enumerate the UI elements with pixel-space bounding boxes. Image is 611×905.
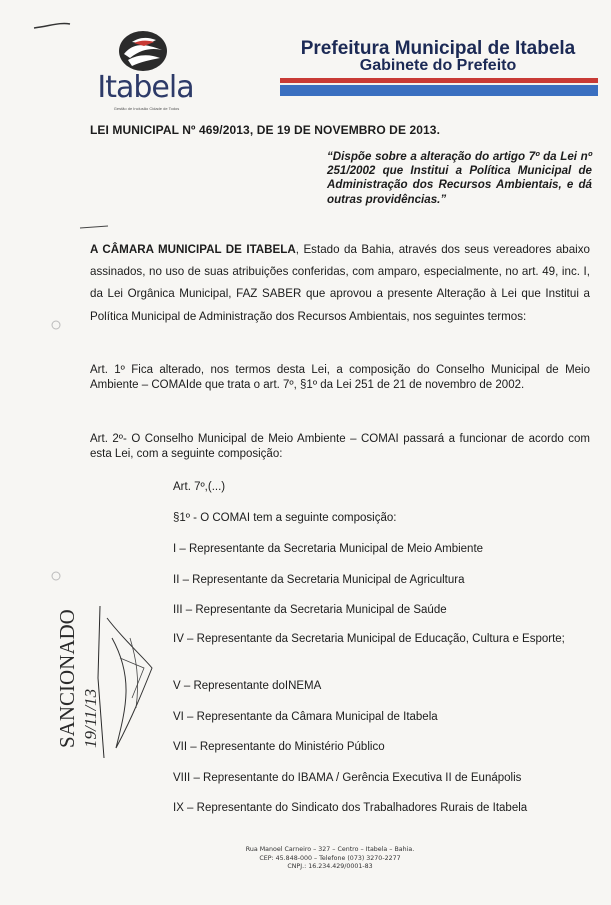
footer-line: CNPJ.: 16.234.429/0001-83 — [287, 863, 373, 871]
header-title: Prefeitura Municipal de Itabela — [300, 38, 576, 59]
intro-chamber-name: A CÂMARA MUNICIPAL DE ITABELA — [90, 243, 296, 256]
stamp-text: SANCIONADO — [55, 609, 79, 748]
logo-name: Itabela — [97, 70, 194, 105]
footer-line: CEP: 45.848-000 – Telefone (073) 3270-2277 — [259, 854, 401, 862]
law-title: LEI MUNICIPAL Nº 469/2013, DE 19 DE NOVEMBRO DE 2013. — [90, 123, 441, 137]
punch-hole-icon — [52, 572, 60, 580]
list-item: V – Representante doINEMA — [173, 680, 322, 692]
list-item: IX – Representante do Sindicato dos Trabalhadores Rurais de Itabela — [173, 802, 528, 814]
stamp-date: 19/11/13 — [81, 688, 100, 748]
article-2: Art. 2º- O Conselho Municipal de Meio Ambiente – COMAI passará a funcionar de acordo com esta Lei, com a seguinte composição: — [90, 433, 590, 460]
blue-stripe — [280, 85, 598, 96]
header-subtitle: Gabinete do Prefeito — [359, 57, 517, 74]
law-summary: “Dispõe sobre a alteração do artigo 7º da Lei nº 251/2002 que Institui a Política Municipal de Administração dos Recursos Ambientais, e dá outras providências.” — [327, 150, 592, 206]
list-item: IV – Representante da Secretaria Municipal de Educação, Cultura e Esporte; — [173, 633, 565, 645]
article-1: Art. 1º Fica alterado, nos termos desta Lei, a composição do Conselho Municipal de Meio Ambiente – COMAIde que trata o art. 7º, §1º da Lei 251 de 21 de novembro de 2002. — [90, 364, 590, 391]
pen-stroke — [80, 226, 108, 228]
header-color-stripes — [280, 78, 598, 96]
logo-emblem-icon — [118, 30, 168, 72]
intro-text: , Estado da Bahia, através dos seus vereadores abaixo assinados, no uso de suas atribuições conferidas, com amparo, especialmente, no art. 49, inc. I, da Lei Orgânica Municipal, FAZ SABER que aprovou a presente Alteração à Lei que Institui a Política Municipal de Administração dos Recursos Ambientais, nos seguintes termos: — [90, 243, 590, 323]
footer-line: Rua Manoel Carneiro – 327 – Centro – Itabela – Bahia. — [245, 846, 415, 853]
intro-paragraph — [90, 239, 590, 328]
logo-tagline: Gestão de Inclusão Cidade de Todos — [113, 106, 180, 111]
paragraph-1: §1º - O COMAI tem a seguinte composição: — [173, 512, 397, 524]
sanction-stamp — [52, 598, 172, 758]
list-item: I – Representante da Secretaria Municipal de Meio Ambiente — [173, 543, 484, 555]
footer-address — [205, 846, 455, 872]
list-item: II – Representante da Secretaria Municipal de Agricultura — [173, 574, 465, 586]
punch-hole-icon — [52, 321, 60, 329]
itabela-logo — [88, 30, 203, 111]
list-item: VIII – Representante do IBAMA / Gerência Executiva II de Eunápolis — [173, 772, 522, 784]
list-item: VII – Representante do Ministério Público — [173, 741, 385, 753]
article-7-ref: Art. 7º,(...) — [173, 481, 226, 493]
list-item: III – Representante da Secretaria Municipal de Saúde — [173, 604, 447, 616]
list-item: VI – Representante da Câmara Municipal de Itabela — [173, 711, 438, 723]
pen-stroke — [34, 23, 70, 28]
